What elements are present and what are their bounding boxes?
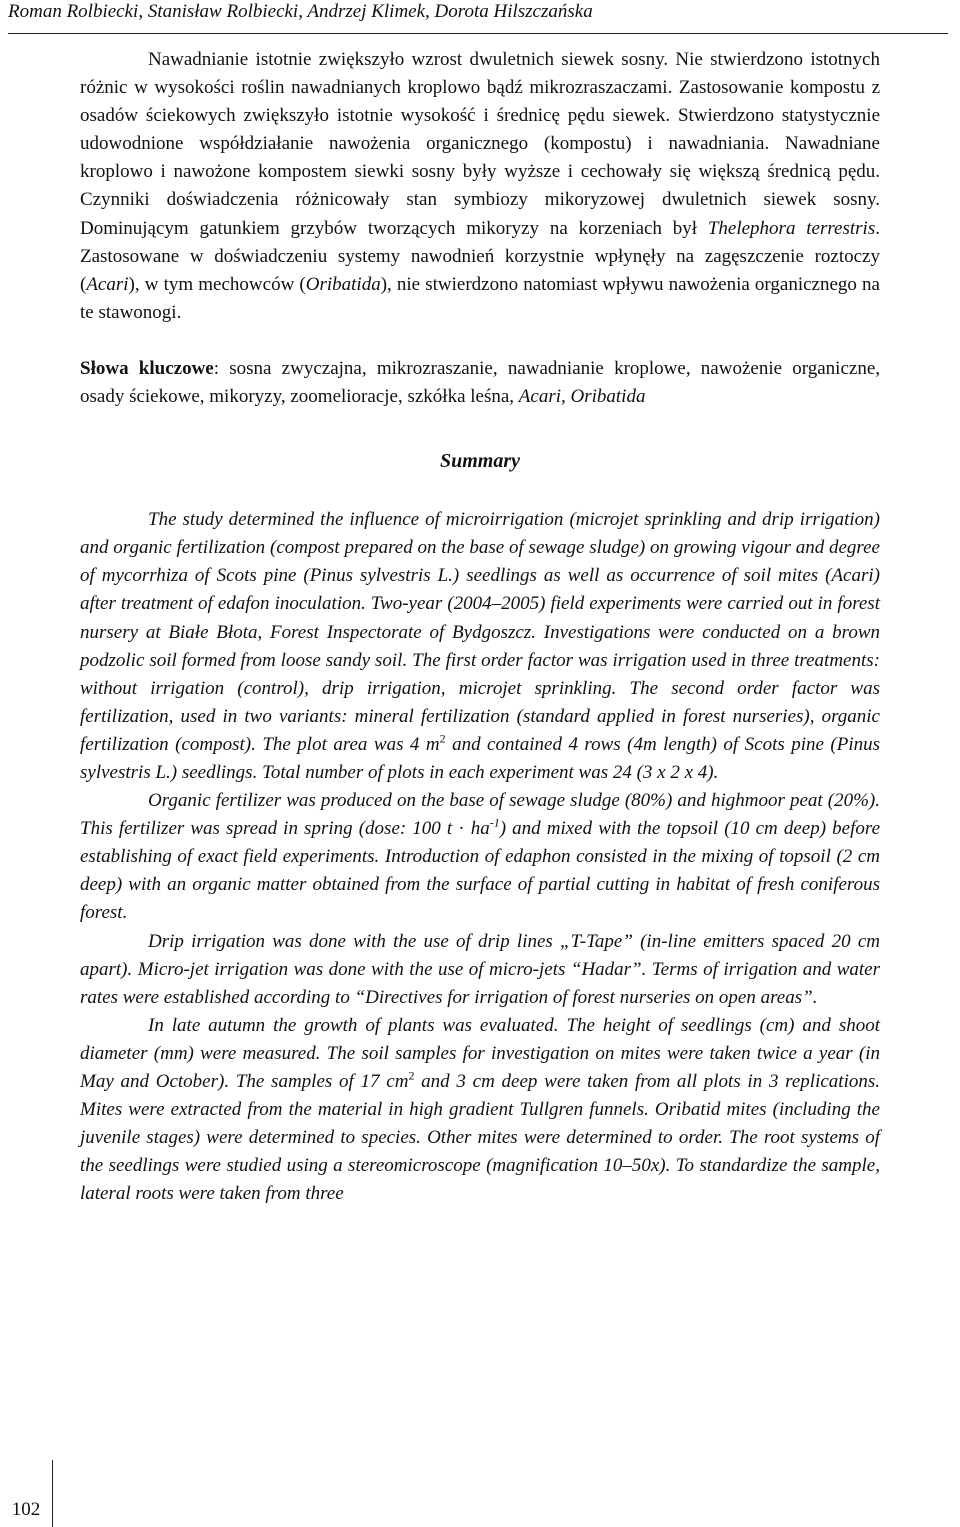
abstract-paragraph: [80, 46, 880, 327]
summary-paragraph-1: [80, 506, 880, 787]
summary-paragraph-3: Drip irrigation was done with the use of drip lines „T-Tape” (in-line emitters spaced 20 cm apart). Micro-jet irrigation was done with the use of micro-jets “Hadar”. Terms of irrigation and water rates were established according to “Directives for irrigation of forest nurseries on open areas”.: [80, 930, 880, 1008]
abstract-polish: [80, 46, 880, 327]
superscript: 2: [439, 731, 446, 746]
summary-p1-text-a: The study determined the influence of microirrigation (microjet sprinkling and drip irrigation) and organic fertilization (compost prepared on the base of sewage sludge) on growing vigour and degree of mycorrhiza of Scots pine (Pinus sylvestris L.) seedlings as well as occurrence of soil mites (Acari) after treatment of edafon inoculation. Two-year (2004–2005) field experiments were carried out in forest nursery at Białe Błota, Forest Inspectorate of Bydgoszcz. Investigations were conducted on a brown podzolic soil formed from loose sandy soil. The first order factor was irrigation used in three treatments: without irrigation (control), drip irrigation, microjet sprinkling. The second order factor was fertilization, used in two variants: mineral fertilization (standard applied in forest nurseries), organic fertilization (compost). The plot area was 4 m: [80, 509, 880, 755]
summary-p4-text-b: and 3 cm deep were taken from all plots in 3 replications. Mites were extracted from the material in high gradient Tullgren funnels. Oribatid mites (including the juvenile stages) were determined to species. Other mites were determined to order. The root systems of the seedlings were studied using a stereomicroscope (magnification 10–50x). To standardize the sample, lateral roots were taken from three: [80, 1071, 880, 1205]
page-number: 102: [0, 1496, 53, 1527]
species-name: Thelephora terrestris: [707, 217, 876, 239]
page-number-rule: [52, 1460, 53, 1496]
summary-p2-text-c: ) and mixed with the topsoil (10 cm deep) before establishing of exact field experiments. Introduction of edaphon consisted in the mixing of topsoil (2 cm deep) with an organic matter obtained from the surface of partial cutting in habitat of fresh coniferous forest.: [80, 818, 881, 924]
summary-paragraph-2: [80, 787, 880, 927]
summary-english: [80, 506, 880, 1208]
page-content: [80, 46, 880, 1208]
authors-text: Roman Rolbiecki, Stanisław Rolbiecki, Andrzej Klimek, Dorota Hilszczańska: [8, 1, 593, 22]
middle-dot: ·: [452, 818, 471, 840]
summary-p2-text-a: Organic fertilizer was produced on the base of sewage sludge (80%) and highmoor peat (20%). This fertilizer was spread in spring (dose: 100 t: [80, 790, 880, 840]
keywords-text: : sosna zwyczajna, mikrozraszanie, nawadnianie kroplowe, nawożenie organiczne, osady ściekowe, mikoryzy, zoomelioracje, szkółka leśna,: [80, 357, 881, 408]
superscript: 2: [408, 1068, 415, 1083]
taxon-oribatida: Oribatida: [305, 273, 381, 295]
running-head-authors: [8, 0, 948, 34]
superscript: -1: [489, 815, 500, 830]
keywords-block: [80, 355, 880, 411]
abstract-text-1: Nawadnianie istotnie zwiększyło wzrost dwuletnich siewek sosny. Nie stwierdzono istotnych różnic w wysokości roślin nawadnianych kroplowo bądź mikrozraszaczami. Zastosowanie kompostu z osadów ściekowych zwiększyło istotnie wysokość i średnicę pędu siewek. Stwierdzono statystycznie udowodnione współdziałanie nawożenia organicznego (kompostu) i nawadniania. Nawadniane kroplowo i nawożone kompostem siewki sosny były wyższe i cechowały się większą średnicą pędu. Czynniki doświadczenia różnicowały stan symbiozy mikoryzowej dwuletnich siewek sosny. Dominującym gatunkiem grzybów tworzących mikoryzy na korzeniach był: [80, 49, 880, 239]
abstract-text-3: ), w tym mechowców (: [128, 273, 306, 295]
keywords-label: Słowa kluczowe: [80, 357, 214, 379]
summary-heading: Summary: [439, 450, 521, 473]
summary-p4-text-a: In late autumn the growth of plants was evaluated. The height of seedlings (cm) and shoot diameter (mm) were measured. The soil samples for investigation on mites were taken twice a year (in May and October). The samples of 17 cm: [80, 1014, 880, 1092]
summary-p2-text-b: ha: [470, 818, 490, 840]
summary-paragraph-4: [80, 1012, 880, 1209]
summary-p1-text-b: and contained 4 rows (4m length) of Scots pine (Pinus sylvestris L.) seedlings. Total number of plots in each experiment was 24 (3 x 2 x 4).: [80, 733, 881, 783]
abstract-text-2: . Zastosowane w doświadczeniu systemy nawodnień korzystnie wpłynęły na zagęszczenie roztoczy (: [80, 217, 880, 295]
taxon-acari: Acari: [86, 273, 129, 295]
abstract-text-4: ), nie stwierdzono natomiast wpływu nawożenia organicznego na te stawonogi.: [80, 273, 880, 323]
keywords-taxa: Acari, Oribatida: [518, 386, 646, 408]
